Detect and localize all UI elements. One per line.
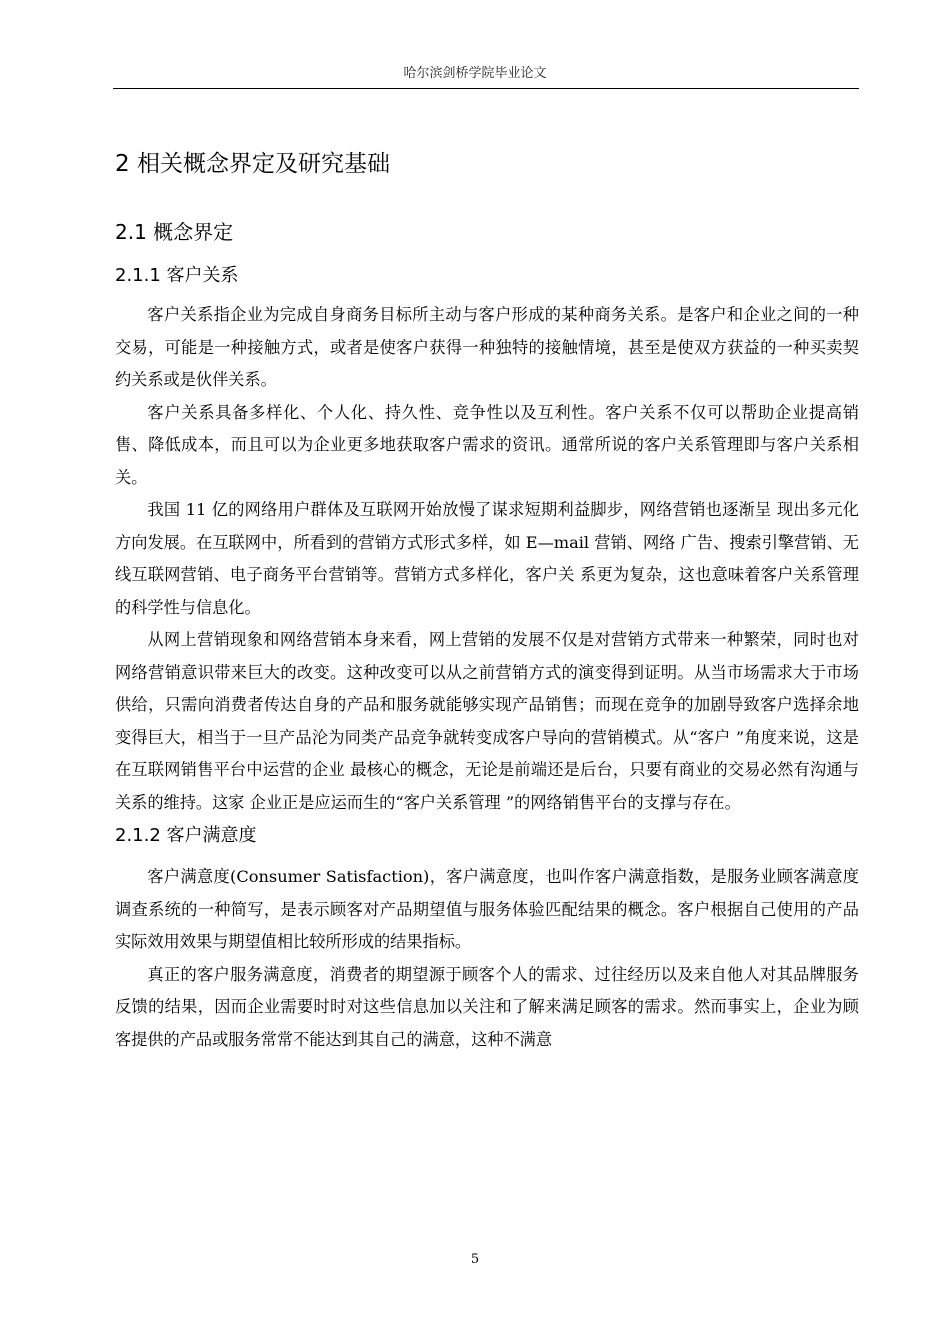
paragraph: 从网上营销现象和网络营销本身来看，网上营销的发展不仅是对营销方式带来一种繁荣，同时也对网络营销意识带来巨大的改变。这种改变可以从之前营销方式的演变得到证明。从当市场需求大于市场供给，只需向消费者传达自身的产品和服务就能够实现产品销售；而现在竞争的加剧导致客户选择余地变得巨大，相当于一旦产品沦为同类产品竞争就转变成客户导向的营销模式。从“客户 ”角度来说，这是在互联网销售平台中运营的企业 最核心的概念，无论是前端还是后台，只要有商业的交易必然有沟通与关系的维持。这家 企业正是应运而生的“客户关系管理 ”的网络销售平台的支撑与存在。 (115, 630, 859, 812)
chapter-title: 2 相关概念界定及研究基础 (115, 151, 390, 177)
page-body (115, 144, 859, 1056)
running-header: 哈尔滨剑桥学院毕业论文 (403, 66, 547, 81)
paragraph: 客户满意度(Consumer Satisfaction)，客户满意度，也叫作客户满意指数，是服务业顾客满意度调查系统的一种简写，是表示顾客对产品期望值与服务体验匹配结果的概念。客户根据自己使用的产品实际效用效果与期望值相比较所形成的结果指标。 (115, 867, 859, 951)
page-number: 5 (470, 1252, 480, 1267)
section-title-2-1: 2.1 概念界定 (115, 220, 234, 244)
paragraph: 真正的客户服务满意度，消费者的期望源于顾客个人的需求、过往经历以及来自他人对其品牌服务反馈的结果，因而企业需要时时对这些信息加以关注和了解来满足顾客的需求。然而事实上，企业为顾客提供的产品或服务常常不能达到其自己的满意，这种不满意 (115, 964, 859, 1049)
paragraph: 客户关系具备多样化、个人化、持久性、竞争性以及互利性。客户关系不仅可以帮助企业提高销售、降低成本，而且可以为企业更多地获取客户需求的资讯。通常所说的客户关系管理即与客户关系相关。 (115, 402, 859, 487)
header-divider (113, 88, 859, 89)
subsection-title-2-1-2: 2.1.2 客户满意度 (115, 825, 257, 846)
paragraph: 客户关系指企业为完成自身商务目标所主动与客户形成的某种商务关系。是客户和企业之间的一种交易，可能是一种接触方式，或者是使客户获得一种独特的接触情境，甚至是使双方获益的一种买卖契约关系或是伙伴关系。 (115, 305, 859, 389)
paragraph: 我国 11 亿的网络用户群体及互联网开始放慢了谋求短期利益脚步，网络营销也逐渐呈 现出多元化方向发展。在互联网中，所看到的营销方式形式多样，如 E—mail 营销、网络 广告、搜索引擎营销、无线互联网营销、电子商务平台营销等。营销方式多样化，客户关 系更为复杂，这也意味着客户关系管理的科学性与信息化。 (115, 500, 859, 617)
subsection-title-2-1-1: 2.1.1 客户关系 (115, 265, 239, 286)
